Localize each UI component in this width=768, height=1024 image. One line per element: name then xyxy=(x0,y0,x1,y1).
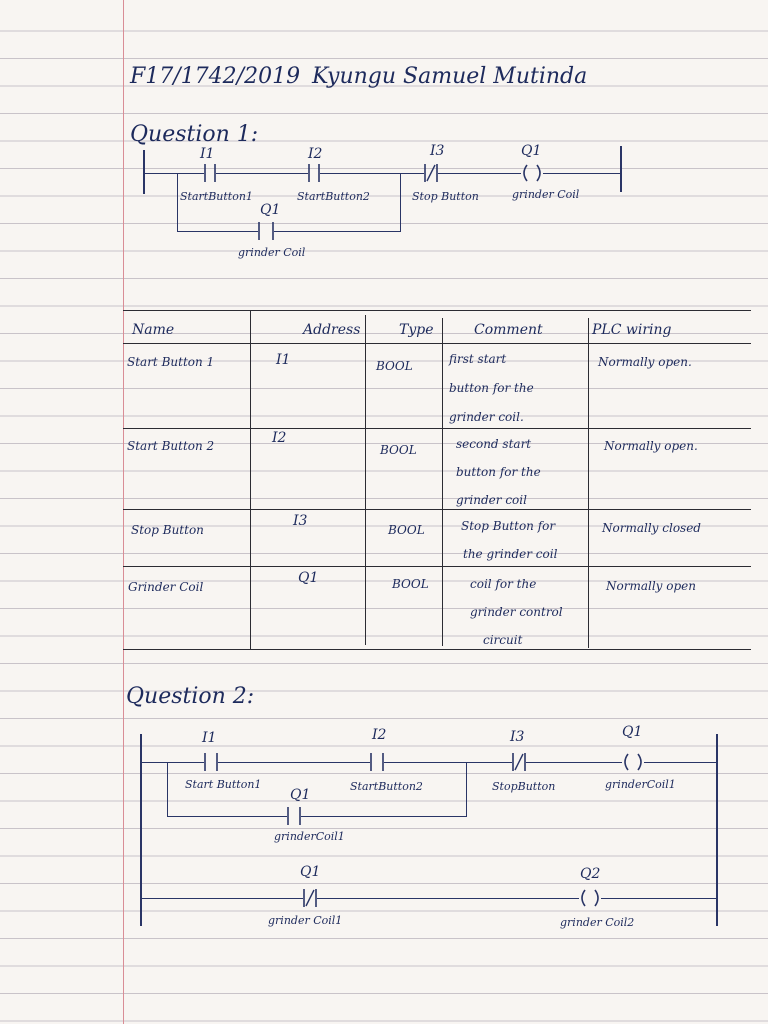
cell-type: BOOL xyxy=(380,443,417,457)
output-coil-icon xyxy=(622,753,644,775)
cell-comment-line: the grinder coil xyxy=(463,547,558,561)
cell-type: BOOL xyxy=(376,359,413,373)
contact-address: I2 xyxy=(372,727,387,743)
cell-comment-line: button for the xyxy=(456,465,541,479)
right-power-rail xyxy=(620,146,622,192)
cell-address: I3 xyxy=(293,513,308,529)
cell-type: BOOL xyxy=(388,523,425,537)
table-border xyxy=(123,509,751,510)
coil-address: Q1 xyxy=(521,143,542,159)
cell-address: Q1 xyxy=(298,570,319,586)
rung-wire xyxy=(644,762,716,763)
rung-wire xyxy=(218,762,370,763)
contact-address: I3 xyxy=(430,143,445,159)
cell-address: I2 xyxy=(272,430,287,446)
question-2-heading: Question 2: xyxy=(126,684,255,709)
branch-wire xyxy=(167,762,168,816)
cell-comment-line: circuit xyxy=(483,633,523,647)
rung-wire xyxy=(317,898,579,899)
contact-label: StartButton2 xyxy=(297,190,370,203)
cell-comment-line: coil for the xyxy=(470,577,537,591)
contact-label: StopButton xyxy=(492,780,556,793)
table-border xyxy=(250,310,251,650)
margin-line xyxy=(123,0,124,1024)
cell-comment-line: grinder coil xyxy=(456,493,527,507)
normally-open-contact-icon xyxy=(287,807,301,829)
coil-address: Q2 xyxy=(580,866,601,882)
question-1-heading: Question 1: xyxy=(130,122,259,147)
table-header-address: Address xyxy=(303,322,361,338)
cell-plc-wiring: Normally open xyxy=(606,579,696,593)
contact-label: grinderCoil1 xyxy=(274,830,345,843)
table-border xyxy=(123,428,751,429)
table-border xyxy=(123,310,751,311)
cell-comment-line: button for the xyxy=(449,381,534,395)
contact-label: grinder Coil xyxy=(238,246,306,259)
rung-wire xyxy=(601,898,716,899)
normally-closed-contact-icon xyxy=(303,889,317,911)
table-border xyxy=(123,343,751,344)
normally-closed-contact-icon xyxy=(424,164,438,186)
contact-address: I1 xyxy=(200,146,215,162)
cell-name: Stop Button xyxy=(131,523,204,537)
cell-name: Start Button 2 xyxy=(127,439,215,453)
rung-wire xyxy=(320,173,424,174)
table-border xyxy=(123,566,751,567)
normally-open-contact-icon xyxy=(204,753,218,775)
rung-wire xyxy=(526,762,622,763)
cell-plc-wiring: Normally open. xyxy=(598,355,692,369)
student-name: Kyungu Samuel Mutinda xyxy=(312,64,588,89)
coil-label: grinder Coil xyxy=(512,188,580,201)
normally-closed-contact-icon xyxy=(512,753,526,775)
contact-address: I1 xyxy=(202,730,217,746)
cell-name: Grinder Coil xyxy=(128,580,204,594)
branch-wire xyxy=(177,173,178,231)
cell-comment-line: Stop Button for xyxy=(461,519,556,533)
rung-wire xyxy=(143,173,204,174)
table-border xyxy=(442,318,443,646)
branch-wire xyxy=(167,816,287,817)
branch-wire xyxy=(466,762,467,816)
normally-open-contact-icon xyxy=(204,164,216,186)
table-header-comment: Comment xyxy=(474,322,543,338)
cell-comment-line: grinder control xyxy=(470,605,563,619)
coil-label: grinder Coil2 xyxy=(560,916,635,929)
cell-name: Start Button 1 xyxy=(127,355,215,369)
contact-label: Stop Button xyxy=(412,190,479,203)
rung-wire xyxy=(438,173,521,174)
rung-wire xyxy=(140,898,303,899)
rung-wire xyxy=(140,762,204,763)
branch-wire xyxy=(301,816,467,817)
output-coil-icon xyxy=(521,164,543,186)
contact-label: Start Button1 xyxy=(185,778,262,791)
cell-comment-line: grinder coil. xyxy=(449,410,524,424)
contact-label: StartButton1 xyxy=(180,190,253,203)
contact-address: I3 xyxy=(510,729,525,745)
rung-wire xyxy=(216,173,308,174)
table-header-type: Type xyxy=(399,322,434,338)
normally-open-contact-icon xyxy=(370,753,384,775)
output-coil-icon xyxy=(579,889,601,911)
contact-label: grinder Coil1 xyxy=(268,914,343,927)
rung-wire xyxy=(543,173,620,174)
contact-address: Q1 xyxy=(290,787,311,803)
table-border xyxy=(588,318,589,648)
cell-comment-line: first start xyxy=(449,352,507,366)
branch-wire xyxy=(177,231,258,232)
registration-number: F17/1742/2019 xyxy=(130,64,301,89)
branch-wire xyxy=(400,173,401,231)
contact-label: StartButton2 xyxy=(350,780,423,793)
coil-label: grinderCoil1 xyxy=(605,778,676,791)
contact-address: Q1 xyxy=(300,864,321,880)
cell-comment-line: second start xyxy=(456,437,532,451)
normally-open-contact-icon xyxy=(258,222,274,244)
table-border xyxy=(123,649,751,650)
cell-address: I1 xyxy=(276,352,291,368)
left-power-rail xyxy=(143,150,145,194)
cell-plc-wiring: Normally closed xyxy=(602,521,701,535)
right-power-rail xyxy=(716,734,718,926)
branch-wire xyxy=(274,231,401,232)
rung-wire xyxy=(384,762,512,763)
normally-open-contact-icon xyxy=(308,164,320,186)
cell-type: BOOL xyxy=(392,577,429,591)
table-border xyxy=(365,315,366,645)
table-header-plc-wiring: PLC wiring xyxy=(592,322,672,338)
contact-address: I2 xyxy=(308,146,323,162)
contact-address: Q1 xyxy=(260,202,281,218)
cell-plc-wiring: Normally open. xyxy=(604,439,698,453)
coil-address: Q1 xyxy=(622,724,643,740)
table-header-name: Name xyxy=(132,322,175,338)
